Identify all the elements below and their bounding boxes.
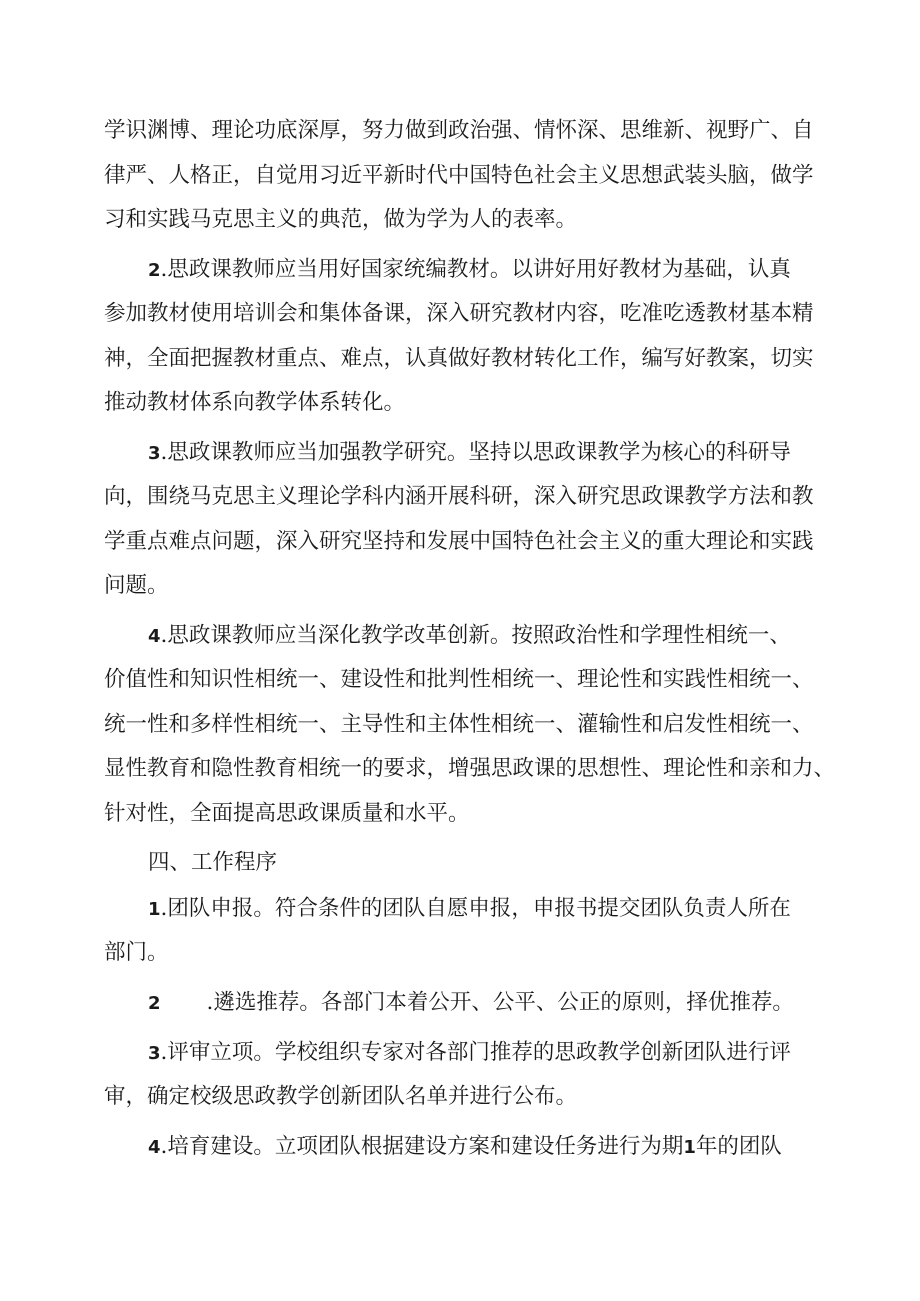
text-span: .团队申报。符合条件的团队自愿申报，申报书提交团队负责人所在 — [160, 896, 791, 921]
text-span: .评审立项。学校组织专家对各部门推荐的思政教学创新团队进行评 — [160, 1040, 791, 1065]
text-line: 习和实践马克思主义的典范，做为学为人的表率。 — [104, 207, 578, 232]
paragraph-start-line — [148, 988, 794, 1019]
item-number: 3 — [148, 443, 161, 464]
text-span: .思政课教师应当加强教学研究。坚持以思政课教学为核心的科研导 — [160, 440, 791, 465]
item-number: 2 — [148, 260, 161, 281]
text-line: 审，确定校级思政教学创新团队名单并进行公布。 — [104, 1084, 578, 1109]
text-line: 推动教材体系向教学体系转化。 — [104, 390, 406, 415]
text-line: 问题。 — [104, 573, 169, 598]
paragraph-start-line — [148, 1038, 791, 1069]
duration-number: 1 — [683, 1137, 696, 1158]
text-span: .思政课教师应当用好国家统编教材。以讲好用好教材为基础，认真 — [160, 257, 791, 282]
text-span: .思政课教师应当深化教学改革创新。按照政治性和学理性相统一、 — [160, 623, 791, 648]
item-number: 3 — [148, 1043, 161, 1064]
item-number: 4 — [148, 1137, 161, 1158]
paragraph-start-line — [148, 255, 791, 286]
section-heading — [148, 848, 277, 878]
item-number: 4 — [148, 626, 161, 647]
paragraph-start-line — [148, 621, 791, 652]
text-line: 显性教育和隐性教育相统一的要求，增强思政课的思想性、理论性和亲和力、 — [104, 756, 836, 781]
paragraph-start-line — [148, 1132, 782, 1163]
text-line: 部门。 — [104, 940, 169, 965]
text-span: .培育建设。立项团队根据建设方案和建设任务进行为期 — [160, 1134, 684, 1159]
paragraph-start-line — [148, 894, 791, 925]
text-span: 四、工作程序 — [148, 850, 278, 875]
text-line: 向，围绕马克思主义理论学科内涵开展科研，深入研究思政课教学方法和教 — [104, 484, 814, 509]
text-line: 律严、人格正，自觉用习近平新时代中国特色社会主义思想武装头脑，做学 — [104, 163, 814, 188]
text-line: 参加教材使用培训会和集体备课，深入研究教材内容，吃准吃透教材基本精 — [104, 301, 814, 326]
item-number: 1 — [148, 899, 161, 920]
text-span: .遴选推荐。各部门本着公开、公平、公正的原则，择优推荐。 — [206, 990, 794, 1015]
text-line: 学重点难点问题，深入研究坚持和发展中国特色社会主义的重大理论和实践 — [104, 529, 814, 554]
item-number: 2 — [148, 993, 161, 1014]
text-line: 神，全面把握教材重点、难点，认真做好教材转化工作，编写好教案，切实 — [104, 346, 814, 371]
paragraph-start-line — [148, 438, 791, 469]
text-line: 学识渊博、理论功底深厚，努力做到政治强、情怀深、思维新、视野广、自 — [104, 118, 814, 143]
text-line: 针对性，全面提高思政课质量和水平。 — [104, 801, 470, 826]
text-line: 价值性和知识性相统一、建设性和批判性相统一、理论性和实践性相统一、 — [104, 667, 814, 692]
text-span: 年的团队 — [695, 1134, 782, 1159]
text-line: 统一性和多样性相统一、主导性和主体性相统一、灌输性和启发性相统一、 — [104, 712, 814, 737]
